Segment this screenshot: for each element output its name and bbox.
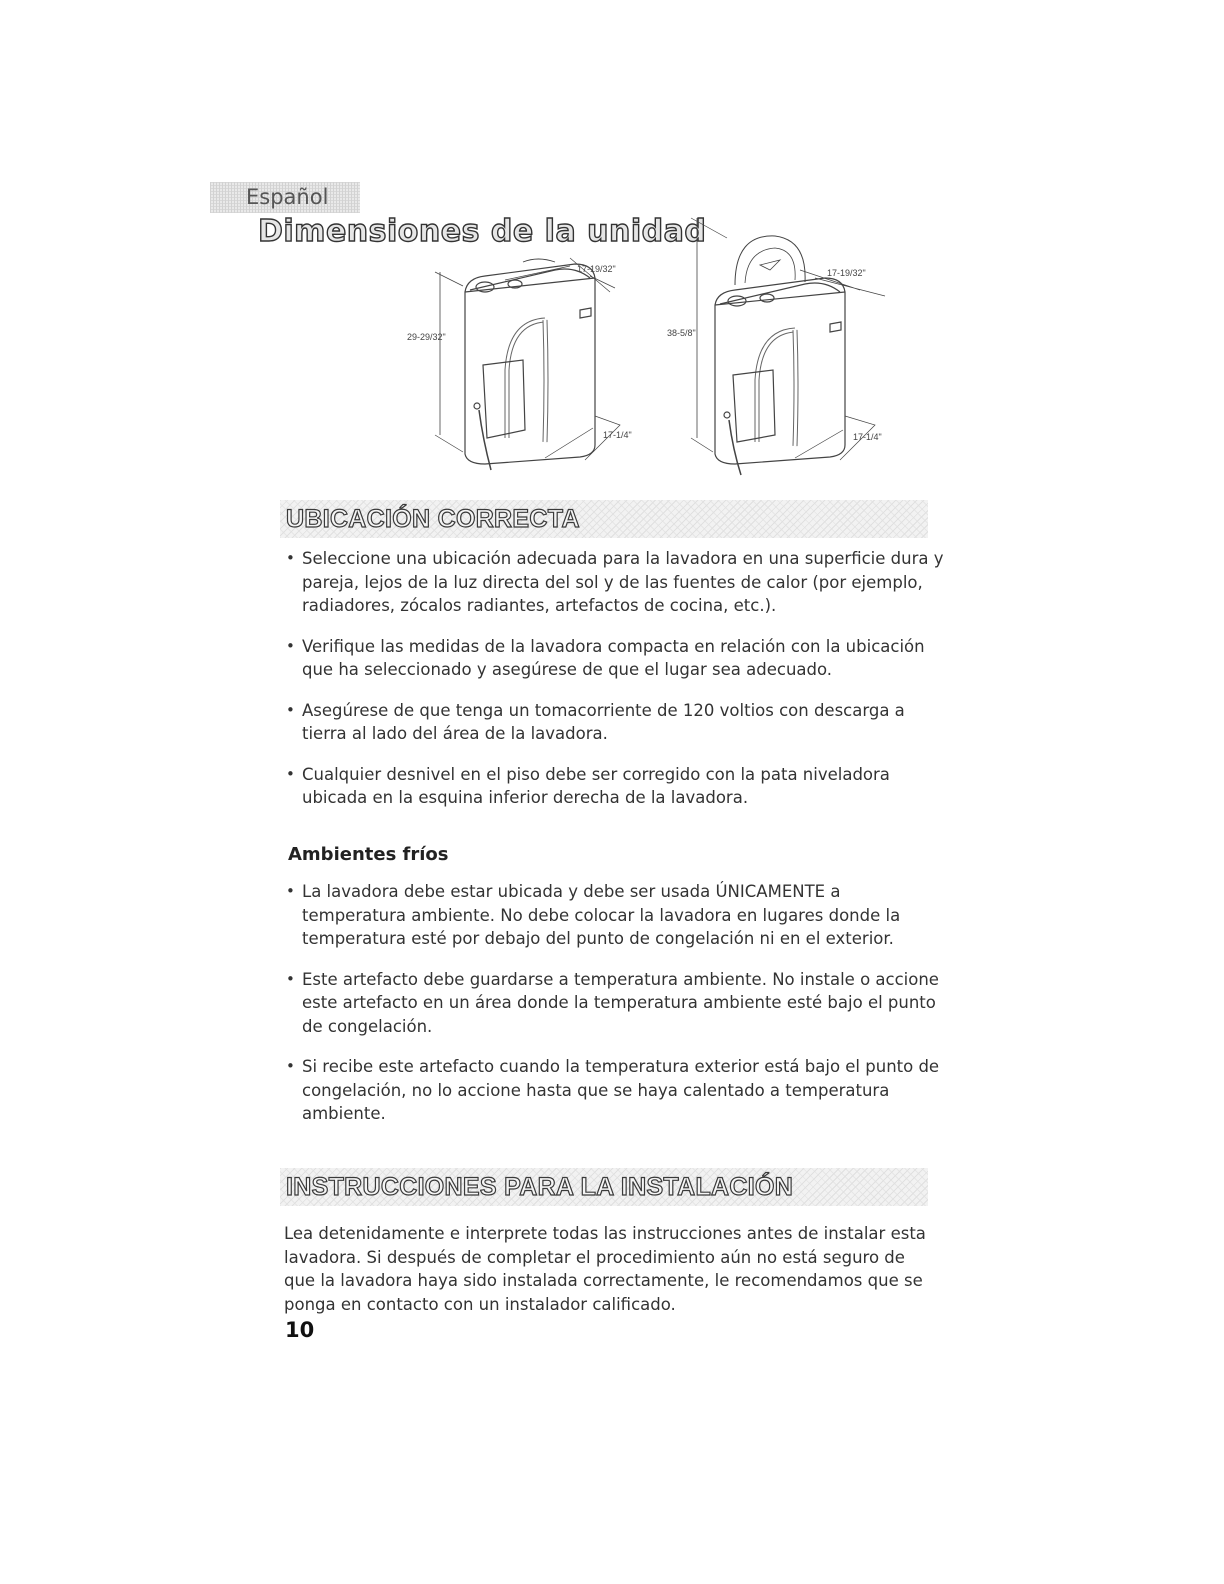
list-item: • Seleccione una ubicación adecuada para la lavadora en una superficie dura y pareja, lejos de la luz directa del sol y de las fuentes de calor (por ejemplo, radiadores, zócalos radiantes, artefactos de cocina, etc.).	[286, 547, 946, 618]
ambientes-heading: Ambientes fríos	[288, 844, 449, 865]
left-depth-label: 17-1/4"	[603, 430, 632, 440]
left-top-width-label: 17-19/32"	[577, 264, 616, 274]
page-number: 10	[285, 1318, 315, 1342]
language-tab: Español	[210, 182, 360, 213]
list-item: • Asegúrese de que tenga un tomacorriente de 120 voltios con descarga a tierra al lado del área de la lavadora.	[286, 699, 946, 746]
ubicacion-heading: UBICACIÓN CORRECTA	[286, 505, 580, 533]
list-item: • La lavadora debe estar ubicada y debe ser usada ÚNICAMENTE a temperatura ambiente. No debe colocar la lavadora en lugares donde la temperatura esté por debajo del punto de congelación ni en el exterior.	[286, 880, 946, 951]
instrucciones-section-bar	[280, 1168, 928, 1206]
list-item: • Verifique las medidas de la lavadora compacta en relación con la ubicación que ha seleccionado y asegúrese de que el lugar sea adecuado.	[286, 635, 946, 682]
washer-closed-illustration	[435, 258, 620, 470]
list-item: • Cualquier desnivel en el piso debe ser corregido con la pata niveladora ubicada en la esquina inferior derecha de la lavadora.	[286, 763, 946, 810]
ambientes-bullet-list	[286, 880, 946, 1143]
ubicacion-bullet-list	[286, 547, 946, 827]
right-height-label: 38-5/8"	[667, 328, 696, 338]
right-depth-label: 17-1/4"	[853, 432, 882, 442]
unit-dimensions-diagram	[395, 210, 915, 490]
page-title: Dimensiones de la unidad	[258, 214, 707, 249]
ubicacion-section-bar	[280, 500, 928, 538]
instrucciones-paragraph: Lea detenidamente e interprete todas las instrucciones antes de instalar esta lavadora. Si después de completar el procedimiento aún no está seguro de que la lavadora haya sido instalada correctamente, le recomendamos que se ponga en contacto con un instalador calificado.	[284, 1224, 926, 1314]
list-item: • Este artefacto debe guardarse a temperatura ambiente. No instale o accione este artefacto en un área donde la temperatura ambiente esté bajo el punto de congelación.	[286, 968, 946, 1039]
instrucciones-heading: INSTRUCCIONES PARA LA INSTALACIÓN	[286, 1173, 794, 1201]
right-top-width-label: 17-19/32"	[827, 268, 866, 278]
list-item: • Si recibe este artefacto cuando la temperatura exterior está bajo el punto de congelación, no lo accione hasta que se haya calentado a temperatura ambiente.	[286, 1055, 946, 1126]
left-height-label: 29-29/32"	[407, 332, 446, 342]
